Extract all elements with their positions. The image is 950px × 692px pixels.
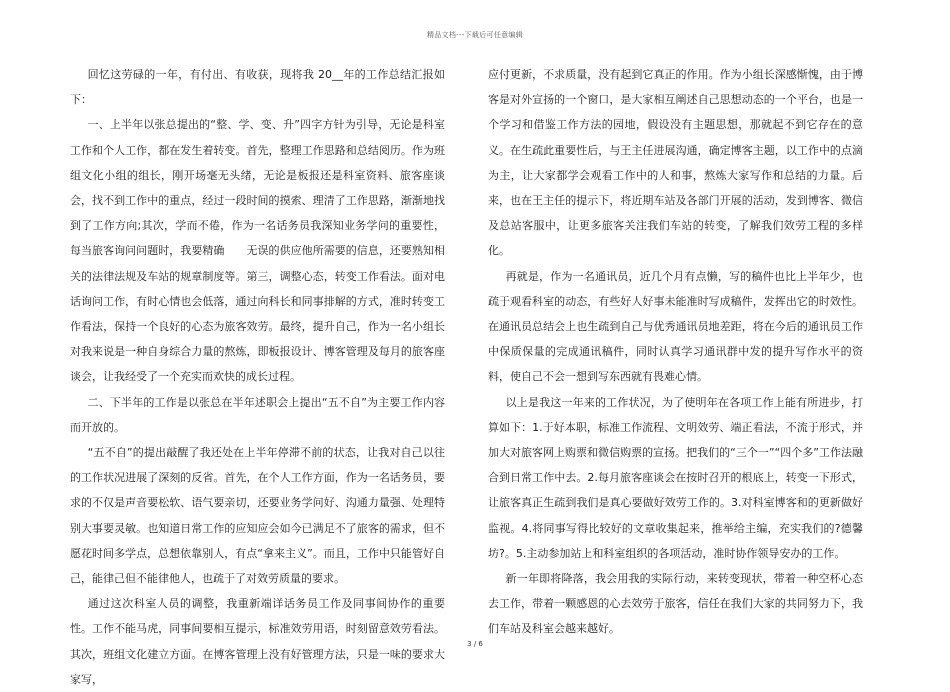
paragraph: 回忆这劳碌的一年，有付出、有收获，现将我 20__年的工作总结汇报如下： (70, 68, 445, 107)
paragraph: “五不自”的提出敲醒了我还处在上半年停滞不前的状态，让我对自己以往的工作状况进展了深刻的反省。首先，在个人工作方面，作为一名话务员，要求的不仅是声音要松软、语气要亲切，还要业务学问好、沟通力量强、处理特别大事要灵敏。也知道日常工作的应知应会如今已满足不了旅客的需求，但不愿花时间多学点，总想依靠别人，有点“拿来主义”。而且，工作中只能管好自己，能律己但不能律他人，也疏于了对效劳质量的要求。 (70, 446, 445, 586)
paragraph: 二、下半年的工作是以张总在半年述职会上提出“五不自”为主要工作内容而开放的。 (70, 395, 445, 434)
paragraph: 应付更新，不求质量，没有起到它真正的作用。作为小组长深感惭愧，由于博客是对外宣扬的一个窗口，是大家相互阐述自己思想动态的一个平台，也是一个学习和借鉴工作方法的园地，假设没有主题思想，那就起不到它存在的意义。在生疏此重要性后，与王主任进展沟通，确定博客主题，以工作中的点滴为主，让大家都学会观看工作中的人和事，熬炼大家写作和总结的力量。后来，也在王主任的提示下，将近期车站及各部门开展的活动，发到博客、微信及总站客服中，让更多旅客关注我们车站的转变，了解我们效劳工程的多样化。 (488, 68, 863, 258)
page-header: 精品文档---下载后可任意编辑 (426, 31, 524, 39)
page-number: 3 / 6 (467, 640, 483, 648)
paragraph: 通过这次科室人员的调整，我重新端详话务员工作及同事间协作的重要性。工作不能马虎，同事间要相互提示，标准效劳用语，时刻留意效劳看法。其次，班组文化建立方面。在博客管理上没有好管理方法，只是一味的要求大家写， (70, 597, 445, 686)
paragraph: 以上是我这一年来的工作状况，为了使明年在各项工作上能有所进步，打算如下：1.于好本职，标准工作流程、文明效劳、端正看法，不流于形式，并加大对旅客网上购票和微信购票的宣扬。把我们的“三个一”“四个多”工作法融合到日常工作中去。2.每月旅客座谈会在按时召开的根底上，转变一下形式，让旅客真正生疏到我们是真心要做好效劳工作的。3.对科室博客和的更新做好监视。4.将同事写得比较好的文章收集起来，推举给主编，充实我们的?德馨坊?。5.主动参加站上和科室组织的各项活动，准时协作领导安办的工作。 (488, 395, 863, 560)
right-column (488, 62, 863, 642)
left-column (70, 62, 445, 692)
paragraph: 再就是，作为一名通讯员，近几个月有点懒，写的稿件也比上半年少，也疏于观看科室的动态，有些好人好事未能准时写成稿件，发挥出它的时效性。在通讯员总结会上也生疏到自己与优秀通讯员地差距，将在今后的通讯员工作中保质保量的完成通讯稿件，同时认真学习通讯群中发的提升写作水平的资料，使自己不会一想到写东西就有畏难心情。 (488, 269, 863, 384)
paragraph: 新一年即将降落，我会用我的实际行动，来转变现状，带着一种空杯心态去工作，带着一颗感恩的心去效劳于旅客，信任在我们大家的共同努力下，我们车站及科室会越来越好。 (488, 572, 863, 636)
paragraph: 一、上半年以张总提出的“整、学、变、升”四字方针为引导，无论是科室工作和个人工作，都在发生着转变。首先，整理工作思路和总结阅历。作为班组文化小组的组长，刚开场毫无头绪，无论是板报还是科室资料、旅客座谈会，找不到工作中的重点，经过一段时间的摸索、理清了工作思路，渐渐地找到了工作方向;其次，学而不倦，作为一名话务员我深知业务学问的重要性，每当旅客询问问题时，我要精确 无误的供应他所需要的信息，还要熟知相关的法律法规及车站的规章制度等。第三，调整心态，转变工作看法。面对电话询问工作，有时心情也会低落，通过向科长和同事排解的方式，准时转变工作看法，保持一个良好的心态为旅客效劳。最终，提升自己，作为一名小组长对我来说是一种自身综合力量的熬炼，即板报设计、博客管理及每月的旅客座谈会，让我经受了一个充实而欢快的成长过程。 (70, 118, 445, 384)
